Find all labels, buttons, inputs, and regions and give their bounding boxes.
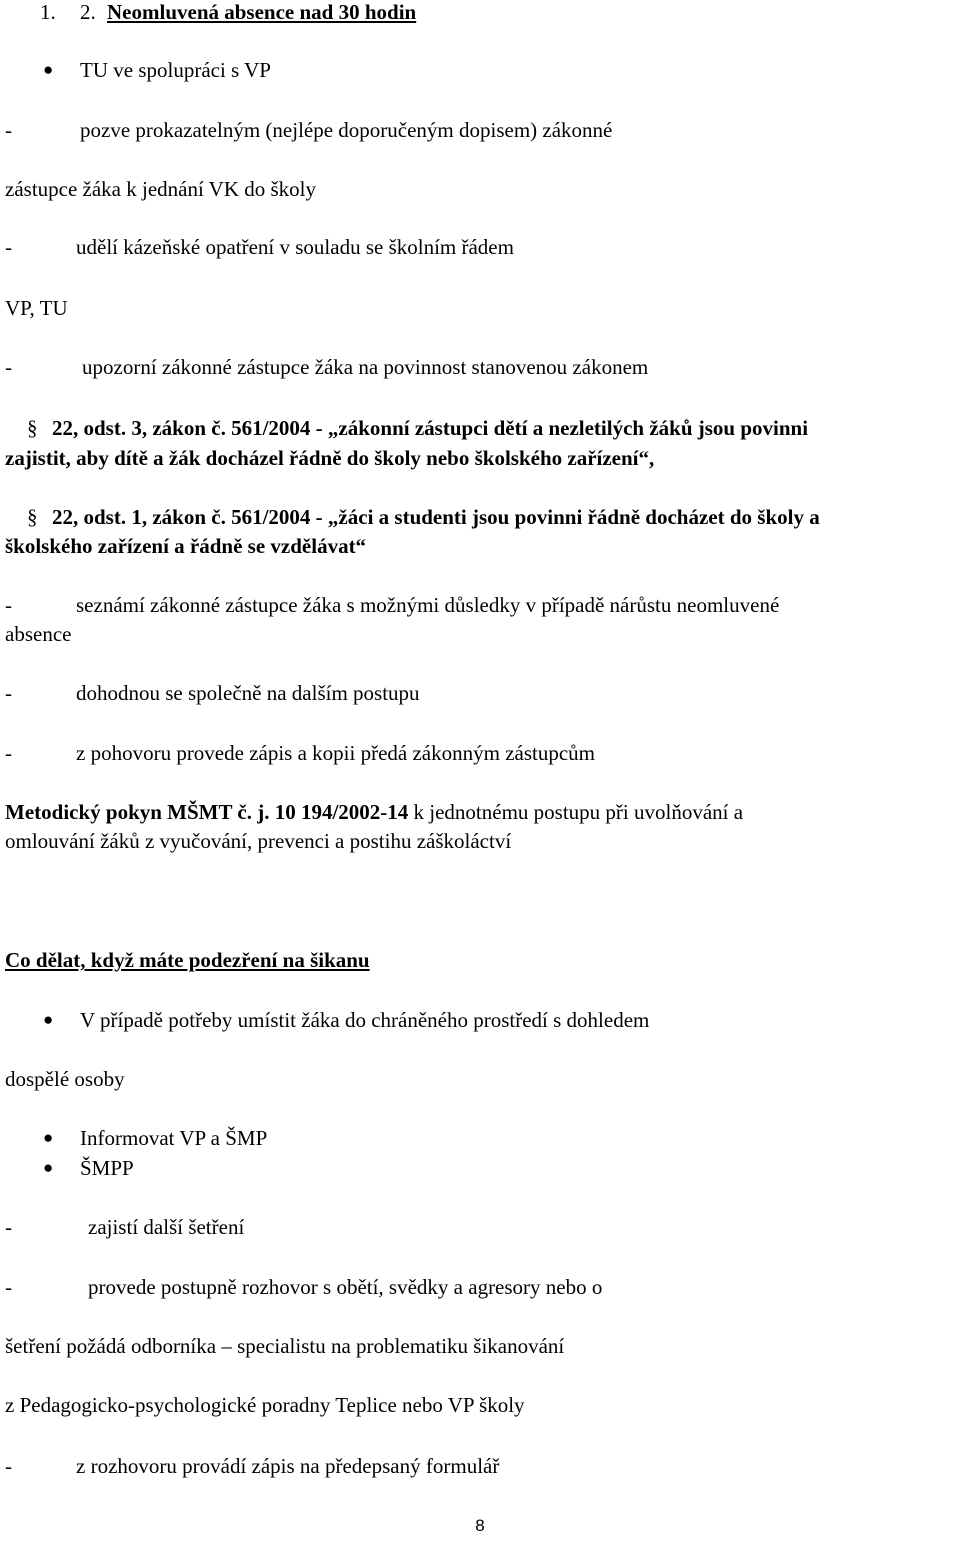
bullet-protect: V případě potřeby umístit žáka do chráněného prostředí s dohledem bbox=[80, 1008, 650, 1032]
dash-marker: - bbox=[5, 593, 12, 617]
role-label: VP, TU bbox=[5, 296, 68, 320]
item-agree: dohodnou se společně na dalším postupu bbox=[76, 681, 420, 705]
dash-marker: - bbox=[5, 355, 12, 379]
dash-marker: - bbox=[5, 1275, 12, 1299]
item-inform-cont: absence bbox=[5, 622, 72, 646]
bullet-item: Informovat VP a ŠMP bbox=[80, 1126, 268, 1150]
item-invite-cont: zástupce žáka k jednání VK do školy bbox=[5, 177, 317, 201]
bullet-icon: ● bbox=[43, 60, 54, 79]
specialist-line: šetření požádá odborníka – specialistu na problematiku šikanování bbox=[5, 1334, 565, 1358]
dash-marker: - bbox=[5, 118, 12, 142]
law-quote-2: 22, odst. 1, zákon č. 561/2004 - „žáci a studenti jsou povinni řádně docházet do školy a bbox=[52, 505, 820, 529]
law-quote-2-cont: školského zařízení a řádně se vzdělávat“ bbox=[5, 534, 367, 558]
method-guideline bbox=[5, 797, 743, 827]
section-icon: § bbox=[27, 416, 38, 440]
page-number: 8 bbox=[475, 1516, 485, 1535]
bullet-icon: ● bbox=[43, 1158, 54, 1177]
method-guideline-desc: k jednotnému postupu při uvolňování a bbox=[408, 800, 744, 824]
counseling-line: z Pedagogicko-psychologické poradny Teplice nebo VP školy bbox=[5, 1393, 525, 1417]
bullet-item: TU ve spolupráci s VP bbox=[80, 58, 271, 82]
dash-marker: - bbox=[5, 1454, 12, 1478]
section-icon: § bbox=[27, 505, 38, 529]
list-number-1: 1. bbox=[40, 0, 56, 24]
item-inform: seznámí zákonné zástupce žáka s možnými důsledky v případě nárůstu neomluvené bbox=[76, 593, 780, 617]
item-investigate: zajistí další šetření bbox=[88, 1215, 245, 1239]
bullet-icon: ● bbox=[43, 1010, 54, 1029]
law-quote-1-cont: zajistit, aby dítě a žák docházel řádně do školy nebo školského zařízení“, bbox=[5, 446, 655, 470]
dash-marker: - bbox=[5, 1215, 12, 1239]
item-invite: pozve prokazatelným (nejlépe doporučeným dopisem) zákonné bbox=[80, 118, 613, 142]
bullet-protect-cont: dospělé osoby bbox=[5, 1067, 125, 1091]
list-number-2: 2. bbox=[80, 0, 96, 24]
dash-marker: - bbox=[5, 681, 12, 705]
item-interview: provede postupně rozhovor s obětí, svědky a agresory nebo o bbox=[88, 1275, 603, 1299]
item-discipline: udělí kázeňské opatření v souladu se školním řádem bbox=[76, 235, 514, 259]
bullet-item: ŠMPP bbox=[80, 1156, 134, 1180]
law-quote-1: 22, odst. 3, zákon č. 561/2004 - „zákonní zástupci dětí a nezletilých žáků jsou povinni bbox=[52, 416, 809, 440]
method-guideline-cont: omlouvání žáků z vyučování, prevenci a postihu záškoláctví bbox=[5, 829, 512, 853]
bullet-icon: ● bbox=[43, 1128, 54, 1147]
heading-bullying: Co dělat, když máte podezření na šikanu bbox=[5, 948, 370, 972]
dash-marker: - bbox=[5, 235, 12, 259]
item-form: z rozhovoru provádí zápis na předepsaný formulář bbox=[76, 1454, 500, 1478]
heading-absence: Neomluvená absence nad 30 hodin bbox=[107, 0, 417, 24]
item-notify: upozorní zákonné zástupce žáka na povinnost stanovenou zákonem bbox=[82, 355, 649, 379]
dash-marker: - bbox=[5, 741, 12, 765]
item-record: z pohovoru provede zápis a kopii předá zákonným zástupcům bbox=[76, 741, 596, 765]
method-guideline-title: Metodický pokyn MŠMT č. j. 10 194/2002-14 bbox=[5, 800, 409, 824]
